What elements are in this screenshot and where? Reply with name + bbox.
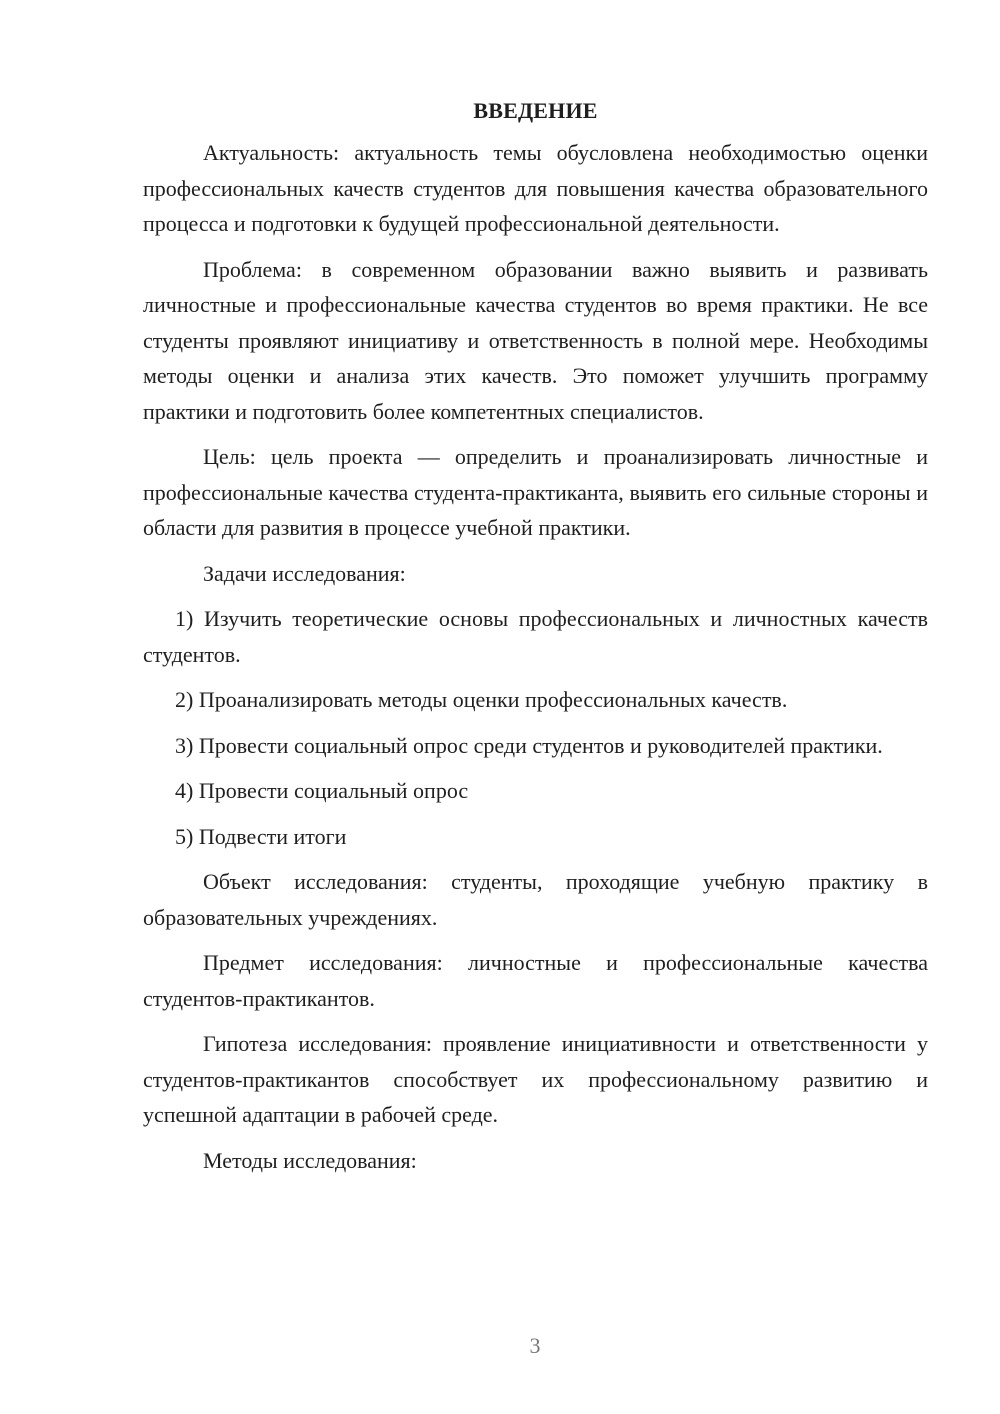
tasks-heading: Задачи исследования: [203, 560, 406, 586]
subject-paragraph: Предмет исследования: личностные и профессиональные качества студентов-практикантов. [143, 950, 928, 1011]
hypothesis-paragraph: Гипотеза исследования: проявление инициативности и ответственности у студентов-практикантов способствует их профессиональному развитию и успешной адаптации в рабочей среде. [143, 1031, 928, 1127]
problem-paragraph: Проблема: в современном образовании важно выявить и развивать личностные и профессиональные качества студентов во время практики. Не все студенты проявляют инициативу и ответственность в полной мере. Необходимы методы оценки и анализа этих качеств. Это поможет улучшить программу практики и подготовить более компетентных специалистов. [143, 256, 928, 424]
relevance-paragraph: Актуальность: актуальность темы обусловлена необходимостью оценки профессиональных качеств студентов для повышения качества образовательного процесса и подготовки к будущей профессиональной деятельности. [143, 140, 928, 236]
task-item-4: 4) Провести социальный опрос [175, 778, 469, 803]
task-item-2: 2) Проанализировать методы оценки профессиональных качеств. [175, 687, 788, 712]
methods-heading: Методы исследования: [203, 1147, 417, 1173]
task-item-5: 5) Подвести итоги [175, 823, 347, 849]
page-content [143, 93, 928, 1188]
page-number: 3 [529, 1333, 541, 1358]
object-paragraph: Объект исследования: студенты, проходящие учебную практику в образовательных учреждениях. [143, 869, 928, 930]
goal-paragraph: Цель: цель проекта — определить и проанализировать личностные и профессиональные качества студента-практиканта, выявить его сильные стороны и области для развития в процессе учебной практики. [143, 444, 928, 540]
section-title: ВВЕДЕНИЕ [473, 98, 598, 123]
task-item-1: 1) Изучить теоретические основы профессиональных и личностных качеств студентов. [143, 606, 928, 667]
task-item-3: 3) Провести социальный опрос среди студентов и руководителей практики. [175, 732, 883, 758]
